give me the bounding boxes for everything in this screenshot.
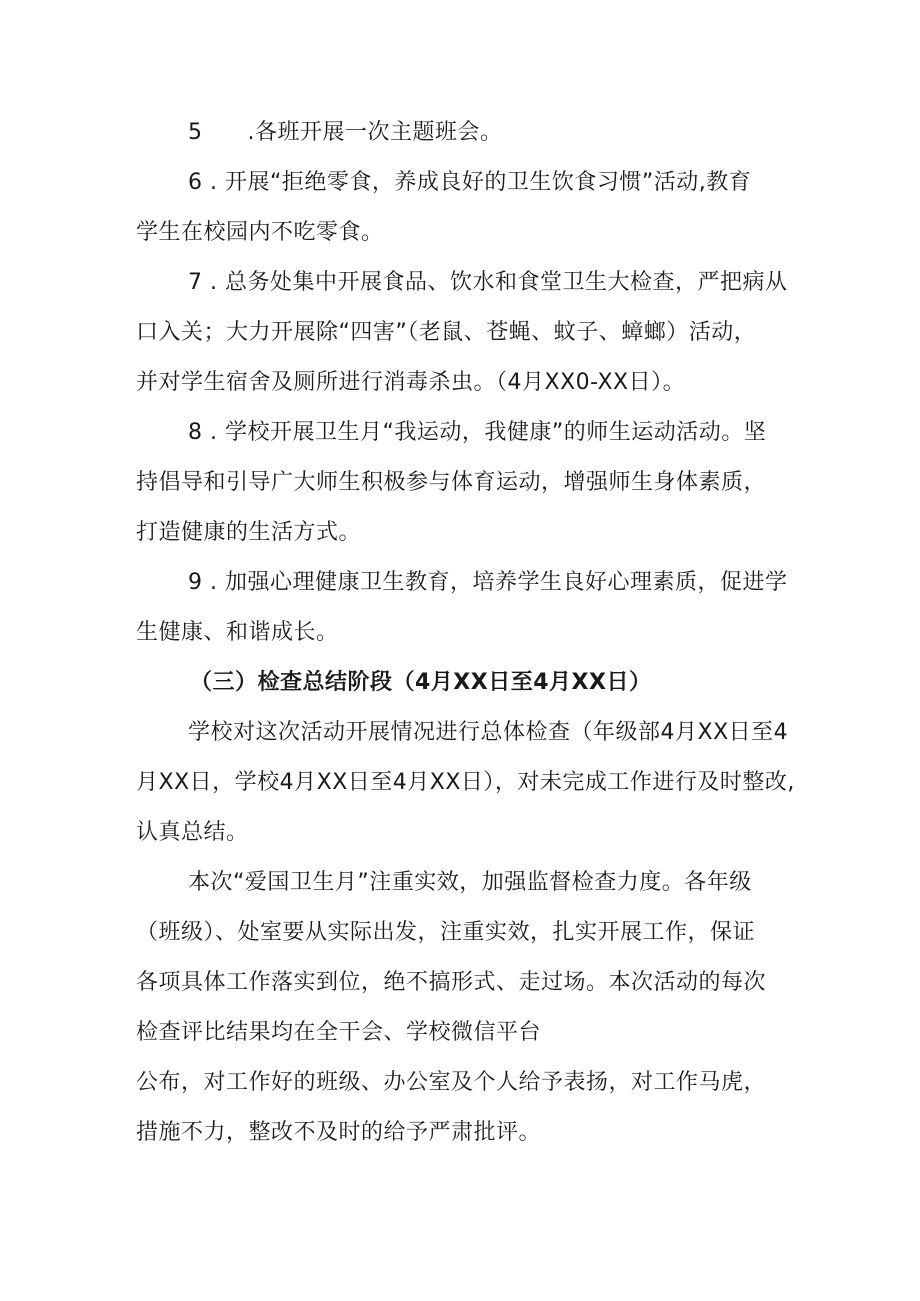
item-5-line-1: 5 .各班开展一次主题班会。: [188, 120, 503, 145]
item-9-line-1: 9 . 加强心理健康卫生教育，培养学生良好心理素质，促进学: [188, 570, 788, 595]
section-heading: （三）检查总结阶段（4月XX日至4月XX日）: [190, 670, 652, 695]
para-summary-line-5: 公布，对工作好的班级、办公室及个人给予表扬，对工作马虎，: [136, 1070, 767, 1095]
item-6-line-2: 学生在校园内不吃零食。: [136, 220, 384, 245]
para-check-line-2: 月XX日，学校4月XX日至4月XX日），对未完成工作进行及时整改,: [136, 770, 795, 795]
para-summary-line-1: 本次“爱国卫生月”注重实效，加强监督检查力度。各年级: [188, 870, 752, 895]
item-6-line-1: 6 . 开展“拒绝零食，养成良好的卫生饮食习惯”活动,教育: [188, 170, 752, 195]
item-8-line-3: 打造健康的生活方式。: [136, 520, 362, 545]
item-8-line-2: 持倡导和引导广大师生积极参与体育运动，增强师生身体素质，: [136, 470, 767, 495]
para-summary-line-6: 措施不力，整改不及时的给予严肃批评。: [136, 1120, 542, 1145]
item-8-line-1: 8 . 学校开展卫生月“我运动，我健康”的师生运动活动。坚: [188, 420, 767, 445]
para-summary-line-3: 各项具体工作落实到位，绝不搞形式、走过场。本次活动的每次: [136, 970, 767, 995]
item-9-line-2: 生健康、和谐成长。: [136, 620, 339, 645]
para-summary-line-2: （班级）、处室要从实际出发，注重实效，扎实开展工作，保证: [136, 920, 756, 945]
item-7-line-3: 并对学生宿舍及厕所进行消毒杀虫。（4月XX0-XX日）。: [136, 370, 686, 395]
item-7-line-2: 口入关；大力开展除“四害”（老鼠、苍蝇、蚊子、蟑螂）活动，: [136, 320, 757, 345]
item-7-line-1: 7 . 总务处集中开展食品、饮水和食堂卫生大检查，严把病从: [188, 270, 788, 295]
para-check-line-1: 学校对这次活动开展情况进行总体检查（年级部4月XX日至4: [188, 720, 789, 745]
para-check-line-3: 认真总结。: [136, 820, 249, 845]
para-summary-line-4: 检查评比结果均在全干会、学校微信平台: [136, 1020, 542, 1045]
